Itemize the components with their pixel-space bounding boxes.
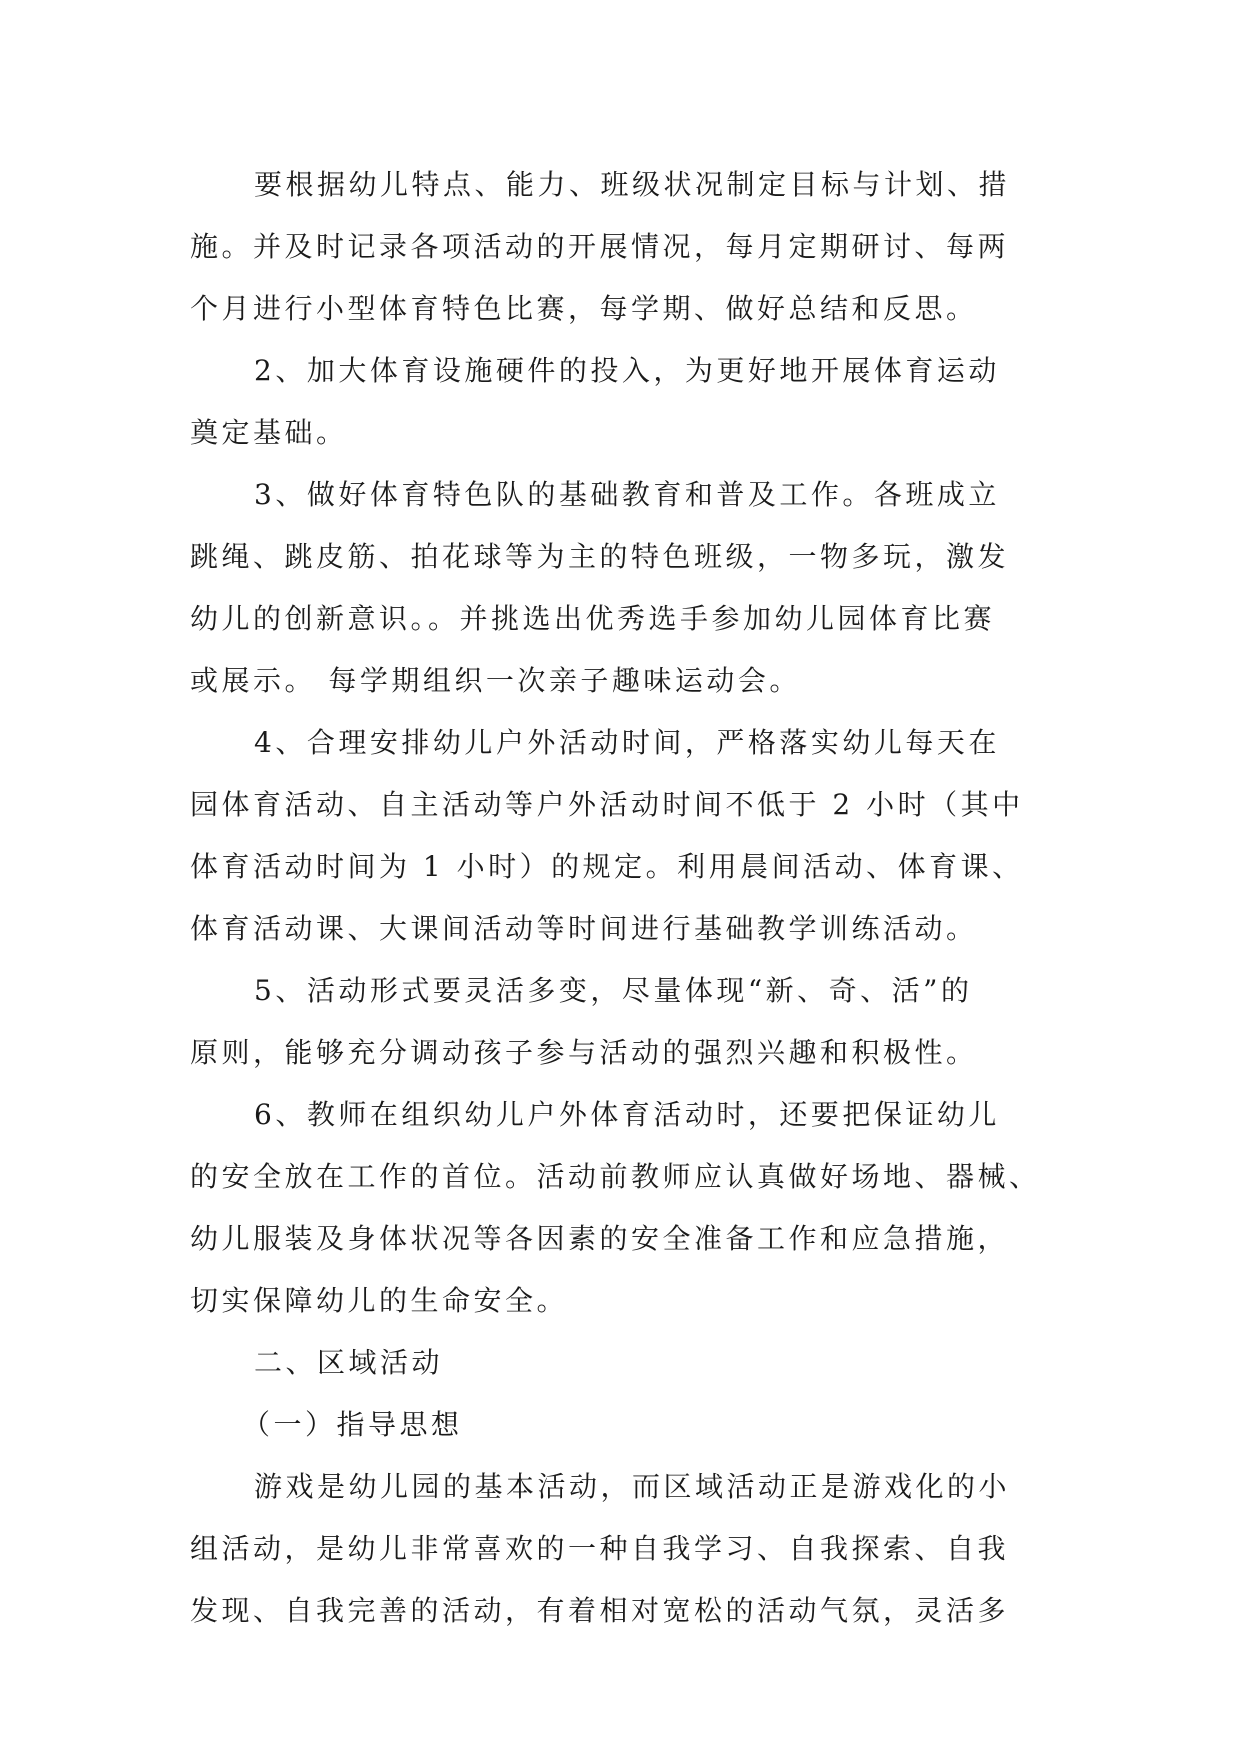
text-line: 奠定基础。	[190, 416, 348, 449]
text-line: 3、做好体育特色队的基础教育和普及工作。各班成立	[254, 478, 1000, 511]
text-line: 切实保障幼儿的生命安全。	[190, 1284, 569, 1317]
text-line: 6、教师在组织幼儿户外体育活动时，还要把保证幼儿	[254, 1098, 1000, 1131]
text-line: 组活动，是幼儿非常喜欢的一种自我学习、自我探索、自我	[190, 1532, 1010, 1565]
text-line: 要根据幼儿特点、能力、班级状况制定目标与计划、措	[254, 168, 1011, 201]
text-line: 幼儿的创新意识。。并挑选出优秀选手参加幼儿园体育比赛	[190, 602, 996, 635]
subsection-heading: （一）指导思想	[242, 1408, 463, 1441]
text-line: 或展示。 每学期组织一次亲子趣味运动会。	[190, 664, 801, 697]
text-line: 4、合理安排幼儿户外活动时间，严格落实幼儿每天在	[254, 726, 1000, 759]
text-line: 体育活动课、大课间活动等时间进行基础教学训练活动。	[190, 912, 978, 945]
body-text	[190, 154, 1050, 1642]
text-line: 园体育活动、自主活动等户外活动时间不低于 2 小时（其中	[190, 788, 1024, 821]
text-line: 原则，能够充分调动孩子参与活动的强烈兴趣和积极性。	[190, 1036, 978, 1069]
text-line: 体育活动时间为 1 小时）的规定。利用晨间活动、体育课、	[190, 850, 1024, 883]
text-line: 幼儿服装及身体状况等各因素的安全准备工作和应急措施，	[190, 1222, 1010, 1255]
text-line: 发现、自我完善的活动，有着相对宽松的活动气氛，灵活多	[190, 1594, 1010, 1627]
text-line: 5、活动形式要灵活多变，尽量体现“新、奇、活”的	[254, 974, 973, 1007]
text-line: 的安全放在工作的首位。活动前教师应认真做好场地、器械、	[190, 1160, 1041, 1193]
text-line: 个月进行小型体育特色比赛，每学期、做好总结和反思。	[190, 292, 978, 325]
text-line: 施。并及时记录各项活动的开展情况，每月定期研讨、每两	[190, 230, 1010, 263]
text-line: 2、加大体育设施硬件的投入，为更好地开展体育运动	[254, 354, 1000, 387]
text-line: 游戏是幼儿园的基本活动，而区域活动正是游戏化的小	[254, 1470, 1011, 1503]
text-line: 跳绳、跳皮筋、拍花球等为主的特色班级，一物多玩，激发	[190, 540, 1010, 573]
section-heading: 二、区域活动	[254, 1346, 444, 1379]
